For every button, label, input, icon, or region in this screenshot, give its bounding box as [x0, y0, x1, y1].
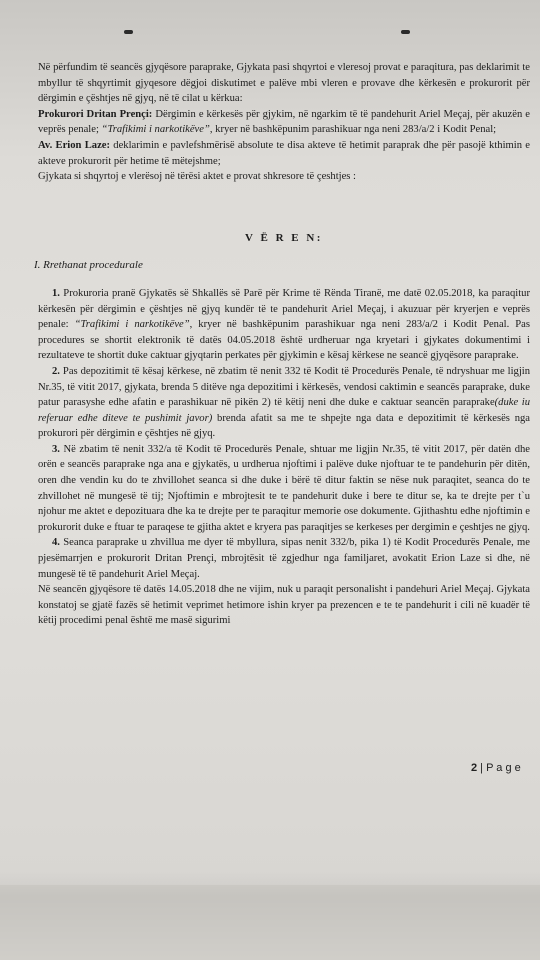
intro-paragraph: Në përfundim të seancës gjyqësore paraprake, Gjykata pasi shqyrtoi e vleresoj provat e paraqitura, pas deklarimit te mbyllur të shqyrtimit gjyqesore dëgjoi diskutimet e palëve mbi vleren e provave dhe kërkesën e prokurorit për dërgimin e çështjes në gjyq, në të cilat u kërkua:	[38, 62, 530, 105]
italic-note: (duke iu referuar edhe diteve te pushimit javor)	[38, 397, 530, 424]
paragraph-1: 1. Prokuroria pranë Gjykatës së Shkallës së Parë për Krime të Rënda Tiranë, me datë 02.05.2018, ka paraqitur kërkesën për dërgimin e çështjes në gjyq kundër të te pandehurit Ariel Meçaj, i akuzuar për kryerjen e veprës penale: “Trafikimi i narkotikëve”, kryer në bashkëpunim parashikuar nga neni 283/a/2 i Kodit Penal. Pas procedures se shortit elektronik të datës 04.05.2018 është urdheruar nga kryetari i gjykates dokumentimi i rezultateve te shortit duke caktuar gjyqtarin perkates për gjykimin e kësaj kërkese ne seancë gjyqësore paraprake.	[38, 287, 530, 362]
prosecutor-request: Prokurori Dritan Prençi: Dërgimin e kërkesës për gjykim, në ngarkim të të pandehurit Ariel Meçaj, për akuzën e veprës penale; “Trafikimi i narkotikëve”, kryer në bashkëpunim parashikuar nga neni 283/a/2 i Kodit Penal;	[38, 108, 530, 136]
paragraph-3: 3. Në zbatim të nenit 332/a të Kodit të Procedurës Penale, shtuar me ligjin Nr.35, të vitit 2017, për datën dhe orën e seancës paraprake nga ana e gjykatës, u urdherua njoftimi i palëve duke njoftuar te te pandehurin për ditën, oren dhe vendin ku do te zhvillohet seanca si dhe duke i bërë të ditur faktin se nëse nuk paraqitet, seanca do te zhvillohet në mungesë të tij; Njoftimin e mbrojtesit te te pandehurit duke i bere te ditur se, ka te drejte per t`u njohur me aktet e depozituara dhe ka te drejte per te paraqitur memorie ose dokumente. Gjithashtu edhe njoftimin e prokurorit duke e ftuar te paraqese te gjitha aktet e kryera pas paraqitjes se kerkeses per dergimin e çeshtjes ne gjyq.	[38, 443, 530, 533]
page-shadow	[0, 870, 540, 960]
paragraph-2: 2. Pas depozitimit të kësaj kërkese, në zbatim të nenit 332 të Kodit të Procedurës Penale, të ndryshuar me ligjin Nr.35, të vitit 2017, gjykata, brenda 5 ditëve nga depozitimi i kërkesës, vendosi caktimin e seancës paraprake, duke patur parasyshe edhe afatin e parashikuar në pikën 2) të këtij neni dhe duke e caktuar seancën paraprake(duke iu referuar edhe diteve te pushimit javor) brenda afatit sa me te shpejte nga data e depozitimit të kërkesës nga prokurori për dërgimin e çështjes në gjyq.	[38, 365, 530, 440]
prosecutor-name: Prokurori Dritan Prençi:	[38, 108, 153, 120]
page-number: 2 | P a g e	[471, 762, 521, 774]
punch-hole-mark	[401, 30, 410, 34]
paragraph-number: 2.	[52, 365, 60, 377]
paragraph-4: 4. Seanca paraprake u zhvillua me dyer të mbyllura, sipas nenit 332/b, pika 1) të Kodit Procedurës Penale, me pjesëmarrjen e prokurorit Dritan Prençi, mbrojtësit të zgjedhur nga familjaret, avokatit Erion Laze si dhe, në mungesë të të pandehurit Ariel Meçaj.	[38, 537, 530, 580]
offense-name: “Trafikimi i narkotikëve”	[101, 124, 210, 136]
paragraph-number: 1.	[52, 287, 60, 299]
paragraph-number: 4.	[52, 537, 60, 549]
court-review-line: Gjykata si shqyrtoj e vlerësoj në tërësi aktet e provat shkresore të çeshtjes :	[38, 171, 357, 183]
lawyer-request: Av. Erion Laze: deklarimin e pavlefshmërisë absolute te disa akteve të hetimit paraprak dhe për pasojë kthimin e akteve prokurorit për hetime të mëtejshme;	[38, 139, 530, 167]
section-title: V Ë R E N:	[245, 231, 323, 244]
punch-hole-mark	[124, 30, 133, 34]
lawyer-name: Av. Erion Laze:	[38, 139, 110, 151]
offense-name: “Trafikimi i narkotikëve”	[74, 319, 190, 331]
paragraph-5: Në seancën gjyqësore të datës 14.05.2018 dhe ne vijim, nuk u paraqit personalisht i pandehuri Ariel Meçaj. Gjykata konstatoj se gjatë fazës së hetimit veprimet hetimore ishin kryer pa prezencen e te te pandehurit i cili në kuadër të këtij procedimi penal është me masë sigurimi	[38, 584, 530, 627]
section-heading: I. Rrethanat procedurale	[34, 259, 143, 272]
paragraph-number: 3.	[52, 443, 60, 455]
document-body	[34, 60, 530, 629]
